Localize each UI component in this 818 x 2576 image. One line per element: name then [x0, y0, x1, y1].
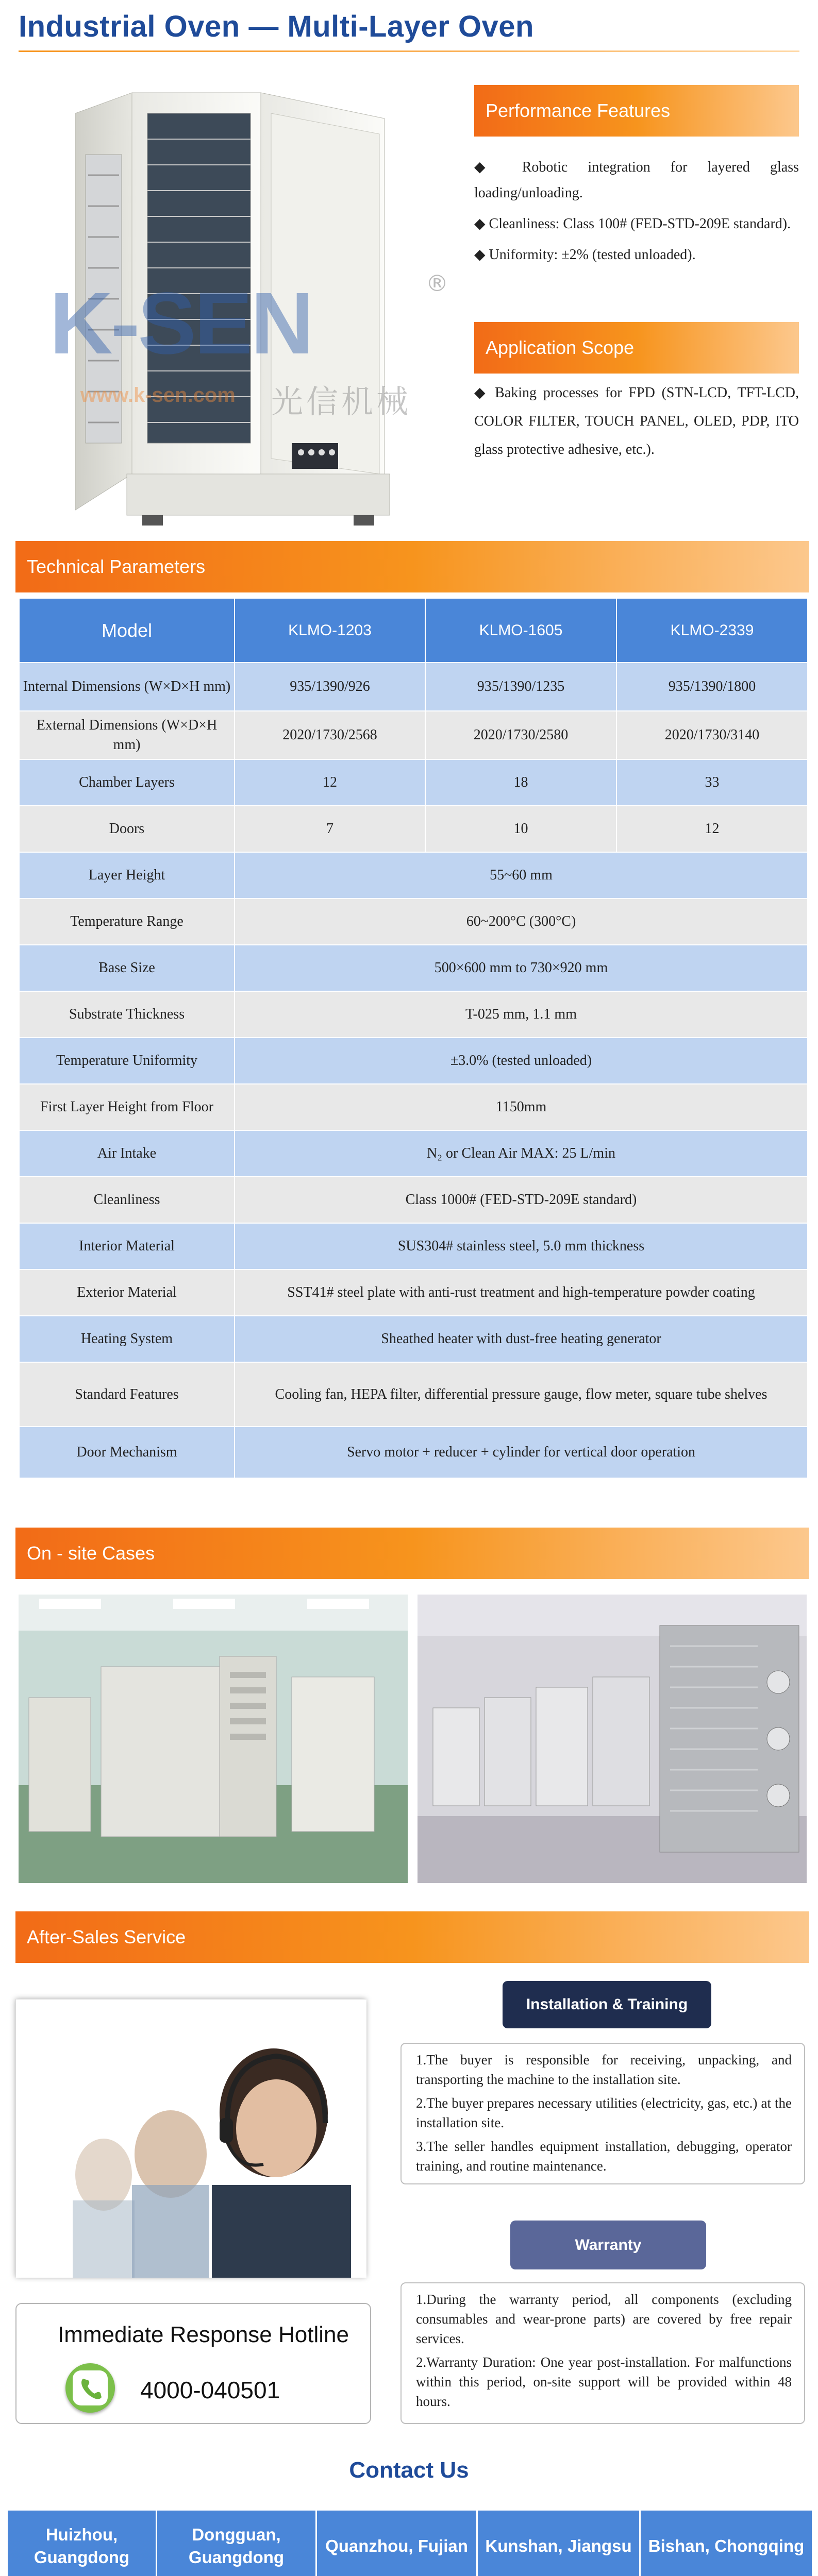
row-label: Temperature Uniformity	[19, 1038, 235, 1084]
table-cell: 18	[425, 759, 616, 806]
table-cell: 12	[616, 806, 808, 852]
table-cell: 12	[235, 759, 425, 806]
warranty-item: 2.Warranty Duration: One year post-installation. For malfunctions within this period, on-site support will be provided within 48 hours.	[416, 2354, 792, 2409]
row-label: Cleanliness	[19, 1177, 235, 1223]
table-row	[19, 1362, 808, 1427]
table-row	[19, 1038, 808, 1084]
row-label: Internal Dimensions (W×D×H mm)	[19, 663, 235, 711]
row-label: Heating System	[19, 1316, 235, 1362]
city-name: Quanzhou, Fujian	[316, 2510, 477, 2576]
table-cell: 10	[425, 806, 616, 852]
table-cell: 2020/1730/2568	[235, 711, 425, 759]
onsite-cases-heading-text: On - site Cases	[27, 1543, 155, 1564]
installation-training-label	[503, 1981, 711, 2028]
brand-watermark: K-SEN	[49, 275, 312, 372]
column-header: KLMO-1203	[235, 598, 425, 663]
column-header: KLMO-2339	[616, 598, 808, 663]
performance-features-heading	[474, 85, 799, 137]
registered-mark: ®	[426, 270, 448, 297]
technical-parameters-heading	[15, 541, 809, 592]
table-cell: 935/1390/1800	[616, 663, 808, 711]
technical-parameters-heading-text: Technical Parameters	[27, 556, 206, 577]
row-label: Doors	[19, 806, 235, 852]
onsite-photo-cleanroom	[19, 1595, 408, 1883]
table-row	[19, 1084, 808, 1130]
row-label: Door Mechanism	[19, 1427, 235, 1478]
warranty-label-text: Warranty	[575, 2236, 642, 2253]
factory-scene	[418, 1595, 807, 1883]
table-row	[19, 899, 808, 945]
page-title: Industrial Oven — Multi-Layer Oven	[19, 10, 534, 43]
installation-item: 1.The buyer is responsible for receiving, unpacking, and transporting the machine to the installation site.	[416, 2052, 792, 2087]
row-label: Base Size	[19, 945, 235, 991]
hotline-title: Immediate Response Hotline	[58, 2322, 349, 2347]
table-cell: 60~200°C (300°C)	[235, 899, 808, 945]
table-row	[19, 945, 808, 991]
table-cell: 7	[235, 806, 425, 852]
phone-glyph	[65, 2363, 115, 2413]
table-row	[19, 1427, 808, 1478]
table-cell: 2020/1730/2580	[425, 711, 616, 759]
table-row	[19, 1130, 808, 1177]
contact-us-title: Contact Us	[349, 2458, 469, 2483]
table-row	[19, 806, 808, 852]
feature-item: ◆ Cleanliness: Class 100# (FED-STD-209E standard).	[474, 216, 791, 232]
application-scope-heading	[474, 322, 799, 374]
phone-icon	[65, 2363, 115, 2413]
city-name: Dongguan, Guangdong	[157, 2510, 316, 2576]
contact-table	[6, 2509, 813, 2576]
row-label: Substrate Thickness	[19, 991, 235, 1038]
table-cell: Sheathed heater with dust-free heating generator	[235, 1316, 808, 1362]
watermark-url: www.k-sen.com	[80, 384, 236, 406]
headset-agents-illustration	[16, 1999, 366, 2278]
table-cell: 935/1390/926	[235, 663, 425, 711]
table-cell: T-025 mm, 1.1 mm	[235, 991, 808, 1038]
warranty-box	[400, 2282, 805, 2424]
row-label: Standard Features	[19, 1362, 235, 1427]
row-label: First Layer Height from Floor	[19, 1084, 235, 1130]
row-label: Chamber Layers	[19, 759, 235, 806]
city-name: Huizhou, Guangdong	[7, 2510, 157, 2576]
hotline-number[interactable]: 4000-040501	[140, 2377, 280, 2403]
table-row	[19, 1316, 808, 1362]
city-name: Kunshan, Jiangsu	[477, 2510, 640, 2576]
table-header-row	[19, 598, 808, 663]
row-label: External Dimensions (W×D×H mm)	[19, 711, 235, 759]
application-scope-text: ◆ Baking processes for FPD (STN-LCD, TFT-LCD, COLOR FILTER, TOUCH PANEL, OLED, PDP, ITO glass protective adhesive, etc.).	[474, 385, 799, 457]
technical-parameters-table	[19, 598, 808, 1479]
table-cell: 500×600 mm to 730×920 mm	[235, 945, 808, 991]
table-row	[19, 1269, 808, 1316]
performance-features-list	[474, 155, 799, 273]
row-label: Interior Material	[19, 1223, 235, 1269]
installation-item: 3.The seller handles equipment installation, debugging, operator training, and routine maintenance.	[416, 2139, 792, 2174]
table-row	[19, 663, 808, 711]
table-cell: N₂ or Clean Air MAX: 25 L/min	[235, 1130, 808, 1177]
row-label: Temperature Range	[19, 899, 235, 945]
row-label: Air Intake	[19, 1130, 235, 1177]
feature-item: ◆ Robotic integration for layered glass loading/unloading.	[474, 159, 799, 201]
city-header-row	[7, 2510, 813, 2576]
table-cell: Cooling fan, HEPA filter, differential pressure gauge, flow meter, square tube shelves	[235, 1362, 808, 1427]
table-row	[19, 759, 808, 806]
table-cell: 55~60 mm	[235, 852, 808, 899]
after-sales-heading-text: After-Sales Service	[27, 1926, 186, 1947]
onsite-photo-factory	[418, 1595, 807, 1883]
column-header: Model	[19, 598, 235, 663]
table-row	[19, 991, 808, 1038]
column-header: KLMO-1605	[425, 598, 616, 663]
table-cell: Class 1000# (FED-STD-209E standard)	[235, 1177, 808, 1223]
title-divider	[19, 50, 799, 52]
warranty-label	[510, 2221, 706, 2269]
product-image	[19, 67, 452, 546]
city-name: Bishan, Chongqing	[640, 2510, 813, 2576]
performance-features-heading-text: Performance Features	[486, 100, 671, 121]
installation-item: 2.The buyer prepares necessary utilities (electricity, gas, etc.) at the installation site.	[416, 2095, 792, 2130]
table-row	[19, 1223, 808, 1269]
table-cell: Servo motor + reducer + cylinder for vertical door operation	[235, 1427, 808, 1478]
application-scope-heading-text: Application Scope	[486, 337, 635, 358]
installation-training-box	[400, 2043, 805, 2184]
table-cell: SST41# steel plate with anti-rust treatment and high-temperature powder coating	[235, 1269, 808, 1316]
table-cell: 33	[616, 759, 808, 806]
warranty-item: 1.During the warranty period, all components (excluding consumables and wear-prone parts) are covered by free repair services.	[416, 2292, 792, 2346]
watermark-chinese-name: 光信机械	[271, 383, 412, 420]
table-row	[19, 852, 808, 899]
after-sales-heading	[15, 1911, 809, 1963]
feature-item: ◆ Uniformity: ±2% (tested unloaded).	[474, 247, 696, 263]
table-cell: 1150mm	[235, 1084, 808, 1130]
table-cell: SUS304# stainless steel, 5.0 mm thickness	[235, 1223, 808, 1269]
table-row	[19, 711, 808, 759]
table-cell: 2020/1730/3140	[616, 711, 808, 759]
support-staff-photo	[15, 1999, 366, 2277]
hotline-box	[15, 2303, 371, 2424]
table-cell: ±3.0% (tested unloaded)	[235, 1038, 808, 1084]
row-label: Exterior Material	[19, 1269, 235, 1316]
cleanroom-scene	[19, 1595, 408, 1883]
table-cell: 935/1390/1235	[425, 663, 616, 711]
row-label: Layer Height	[19, 852, 235, 899]
installation-training-label-text: Installation & Training	[526, 1996, 688, 2013]
onsite-cases-heading	[15, 1528, 809, 1579]
table-row	[19, 1177, 808, 1223]
